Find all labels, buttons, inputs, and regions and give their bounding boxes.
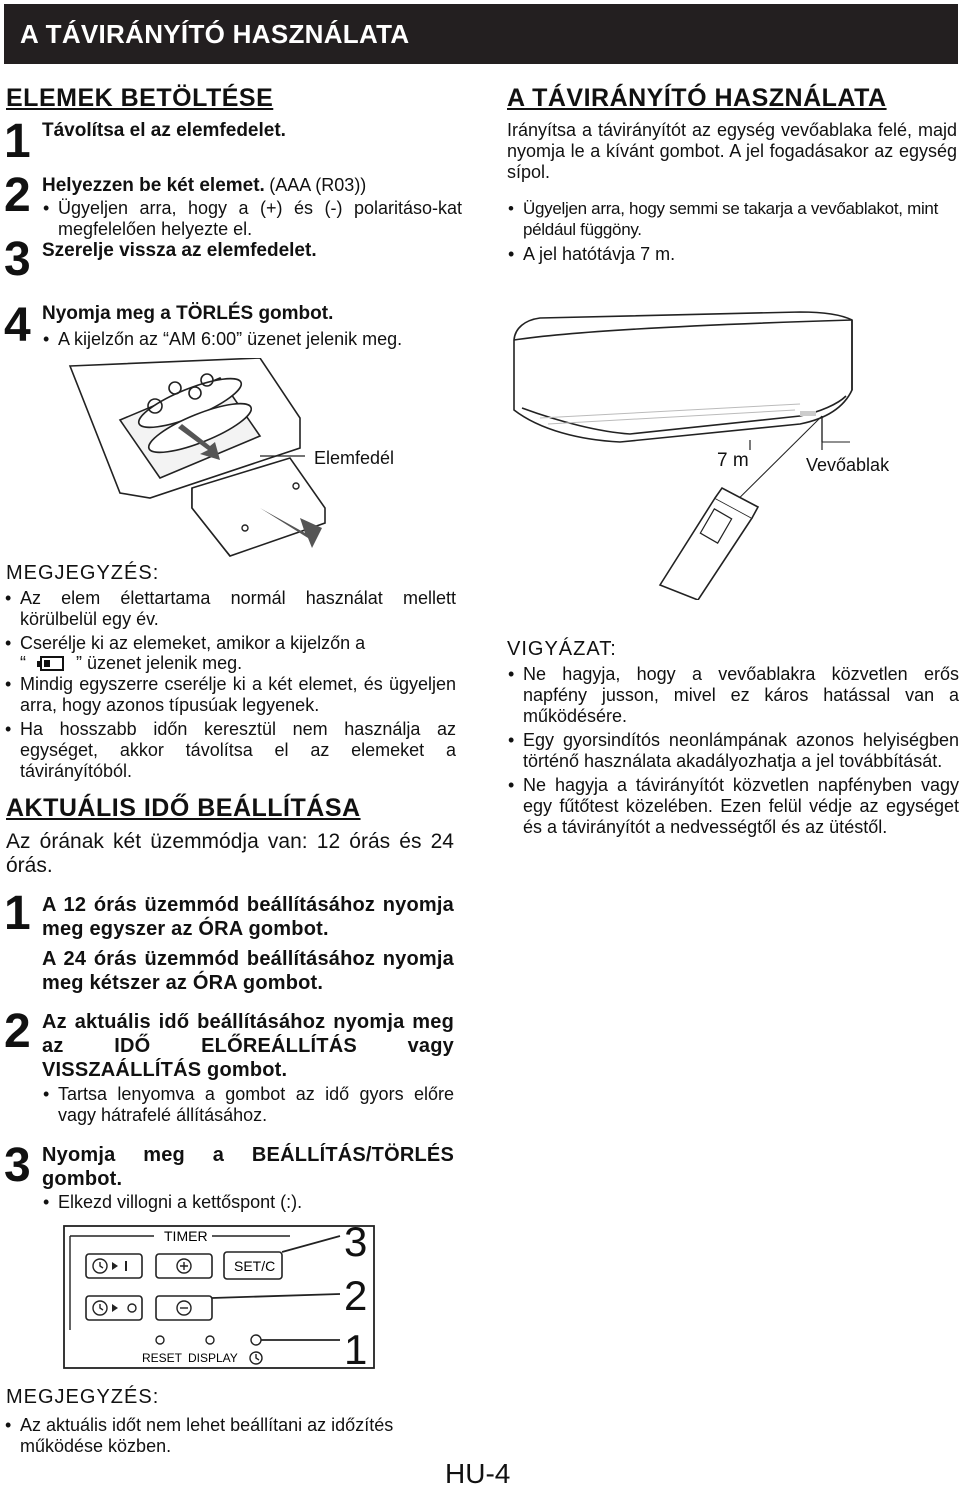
reset-button[interactable]: [156, 1336, 164, 1344]
page-banner: A TÁVIRÁNYÍTÓ HASZNÁLATA: [4, 4, 958, 64]
timer-panel-illustration: [60, 1222, 380, 1372]
clock-step-2-bullet: • Tartsa lenyomva a gombot az idő gyors előre vagy hátrafelé állításához.: [42, 1084, 454, 1126]
clock-step-3-number: 3: [4, 1139, 31, 1192]
note-1-quote-open: “: [20, 653, 26, 673]
battery-step-2-number: 2: [4, 169, 31, 222]
clock-step-1-number: 1: [4, 887, 31, 940]
note-1-bullet-3: • Mindig egyszerre cserélje ki a két elemet, és ügyeljen arra, hogy azonos típusúak legyenek.: [4, 674, 456, 716]
clock-step-1-a: A 12 órás üzemmód beállításához nyomja meg egyszer az ÓRA gombot.: [42, 894, 454, 940]
setc-label: SET/C: [234, 1258, 276, 1274]
note-1-bullet-1: • Az elem élettartama normál használat mellett körülbelül egy év.: [4, 588, 456, 630]
clock-step-2-number: 2: [4, 1005, 31, 1058]
timer-label: TIMER: [164, 1228, 208, 1244]
note-1-bullet-4: • Ha hosszabb időn keresztül nem használja az egységet, akkor távolítsa el az elemeket a távirányítóból.: [4, 719, 456, 782]
callout-3: 3: [344, 1218, 368, 1265]
battery-step-2-extra: (AAA (R03)): [269, 175, 367, 195]
range-label: 7 m: [717, 450, 749, 471]
receiver-label: Vevőablak: [806, 455, 890, 475]
note-1-battery-line: [20, 653, 242, 674]
battery-step-4: [42, 303, 462, 350]
note-1-battery-line-text: ” üzenet jelenik meg.: [76, 653, 243, 673]
clock-heading: AKTUÁLIS IDŐ BEÁLLÍTÁSA: [6, 794, 361, 822]
clock-step-2-title: Az aktuális idő beállításához nyomja meg az IDŐ ELŐREÁLLÍTÁS vagy VISSZAÁLLÍTÁS gombot.: [42, 1011, 454, 1081]
battery-step-4-bullet: • A kijelzőn az “AM 6:00” üzenet jelenik meg.: [42, 329, 462, 350]
clock-step-1-b: A 24 órás üzemmód beállításához nyomja meg kétszer az ÓRA gombot.: [42, 948, 454, 994]
battery-step-3-title: Szerelje vissza az elemfedelet.: [42, 240, 317, 261]
battery-step-1-number: 1: [4, 115, 31, 168]
battery-step-1-title: Távolítsa el az elemfedelet.: [42, 120, 286, 141]
page-number: HU-4: [445, 1458, 511, 1489]
battery-cover-illustration: [60, 358, 480, 558]
remote-use-paragraph: Irányítsa a távirányítót az egység vevőablaka felé, majd nyomja le a kívánt gombot. A jel fogadásakor az egység sípol.: [507, 120, 957, 182]
note-1-bullet-2: • Cserélje ki az elemeket, amikor a kijelzőn a: [4, 633, 456, 654]
low-battery-icon: [33, 654, 69, 672]
battery-step-2-bullet: • Ügyeljen arra, hogy a (+) és (-) polaritáso-kat megfelelően helyezte el.: [42, 198, 462, 240]
caution-bullet-3: • Ne hagyja a távirányítót közvetlen napfényben vagy egy fűtőtest közelében. Ezen felül védje az egységet és a távirányítót a nedvességtől és az ütéstől.: [507, 775, 959, 838]
display-button[interactable]: [206, 1336, 214, 1344]
remote-use-heading: A TÁVIRÁNYÍTÓ HASZNÁLATA: [507, 84, 887, 112]
reset-label: RESET: [142, 1351, 183, 1365]
callout-1: 1: [344, 1326, 368, 1373]
callout-2: 2: [344, 1272, 368, 1319]
battery-step-4-number: 4: [4, 299, 31, 352]
battery-cover-label: Elemfedél: [314, 448, 395, 468]
clock-step-3-title: Nyomja meg a BEÁLLÍTÁS/TÖRLÉS gombot.: [42, 1144, 454, 1190]
clock-intro: Az órának két üzemmódja van: 12 órás és 24 órás.: [6, 830, 454, 877]
remote-use-bullet-1: • Ügyeljen arra, hogy semmi se takarja a vevőablakot, mint például függöny.: [507, 198, 959, 240]
battery-step-2: [42, 175, 462, 240]
battery-step-4-title: Nyomja meg a TÖRLÉS gombot.: [42, 303, 334, 324]
clock-step-3-bullet: • Elkezd villogni a kettőspont (:).: [42, 1192, 454, 1213]
caution-bullet-2: • Egy gyorsindítós neonlámpának azonos helyiségben történő használata akadályozhatja a jel továbbítását.: [507, 730, 959, 772]
clock-button[interactable]: [251, 1335, 261, 1345]
caution-bullet-1: • Ne hagyja, hogy a vevőablakra közvetlen erős napfény jusson, mivel ez káros hatással van a működésére.: [507, 664, 959, 727]
note-2-bullet: • Az aktuális időt nem lehet beállítani az időzítés működése közben.: [4, 1415, 456, 1457]
note-2-heading: MEGJEGYZÉS:: [6, 1386, 160, 1408]
battery-step-2-title: Helyezzen be két elemet.: [42, 175, 265, 196]
battery-step-3-number: 3: [4, 233, 31, 286]
remote-use-bullet-2: • A jel hatótávja 7 m.: [507, 244, 959, 265]
caution-heading: VIGYÁZAT:: [507, 638, 617, 660]
display-label: DISPLAY: [188, 1351, 238, 1365]
battery-heading: ELEMEK BETÖLTÉSE: [6, 84, 274, 112]
note-1-heading: MEGJEGYZÉS:: [6, 562, 160, 584]
